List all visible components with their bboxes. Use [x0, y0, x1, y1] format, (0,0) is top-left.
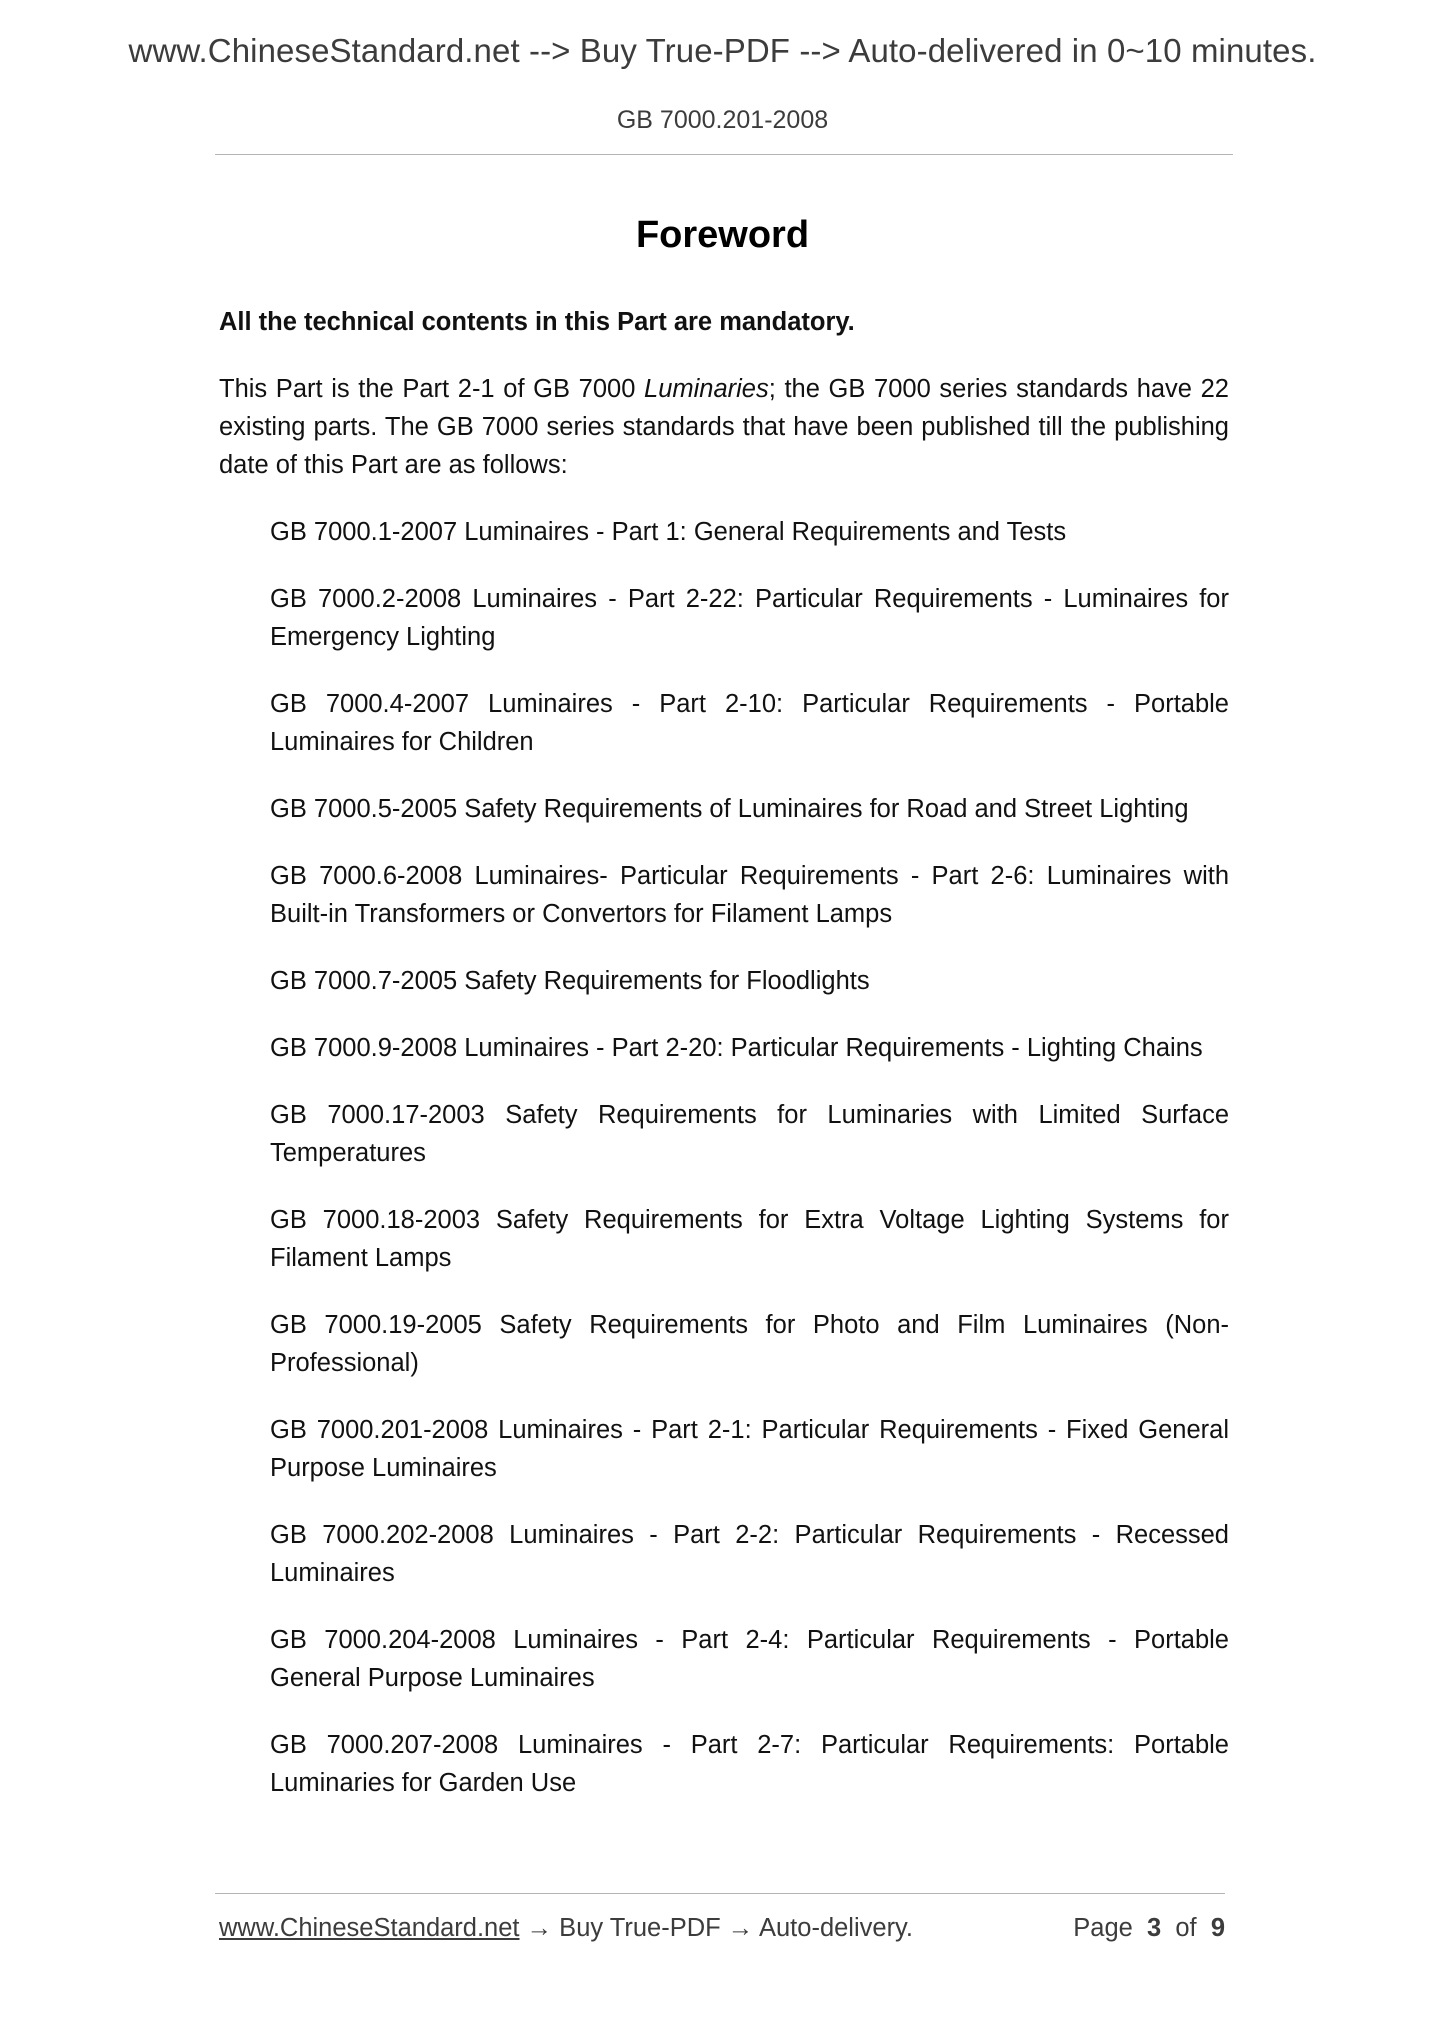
footer-divider — [215, 1893, 1225, 1894]
intro-italic-title: Luminaries — [644, 375, 769, 403]
footer-site-link[interactable]: www.ChineseStandard.net — [219, 1914, 520, 1942]
document-code: GB 7000.201-2008 — [616, 106, 829, 134]
standards-list — [219, 513, 1229, 1802]
mandatory-statement: All the technical contents in this Part are mandatory. — [219, 308, 855, 336]
footer-promo — [219, 1914, 913, 1943]
standard-item: GB 7000.4-2007 Luminaires - Part 2-10: Particular Requirements - Portable Luminaires for Children — [270, 690, 1229, 756]
page-of: of — [1175, 1914, 1197, 1942]
foreword-body — [219, 303, 1229, 1831]
standard-item: GB 7000.202-2008 Luminaires - Part 2-2: Particular Requirements - Recessed Luminaires — [270, 1521, 1229, 1587]
standard-item: GB 7000.1-2007 Luminaires - Part 1: General Requirements and Tests — [270, 518, 1067, 546]
intro-text-start: This Part is the Part 2-1 of GB 7000 — [219, 375, 645, 403]
top-banner: www.ChineseStandard.net --> Buy True-PDF --> Auto-delivered in 0~10 minutes. — [128, 32, 1317, 69]
page-current: 3 — [1147, 1914, 1162, 1942]
intro-paragraph — [219, 370, 1229, 484]
page-total: 9 — [1210, 1914, 1225, 1942]
standard-item: GB 7000.207-2008 Luminaires - Part 2-7: Particular Requirements: Portable Luminaries for Garden Use — [270, 1731, 1229, 1797]
standard-item: GB 7000.18-2003 Safety Requirements for Extra Voltage Lighting Systems for Filament Lamps — [270, 1206, 1229, 1272]
page-label: Page — [1073, 1914, 1133, 1942]
intro-text-end: ; the GB 7000 series standards have 22 existing parts. The GB 7000 series standards that have been published till the publishing date of this Part are as follows: — [219, 375, 1229, 479]
standard-item: GB 7000.19-2005 Safety Requirements for Photo and Film Luminaires (Non-Professional) — [270, 1311, 1229, 1377]
footer-promo-text: → Buy True-PDF → Auto-delivery. — [519, 1914, 913, 1942]
standard-item: GB 7000.201-2008 Luminaires - Part 2-1: Particular Requirements - Fixed General Purpose Luminaires — [270, 1416, 1229, 1482]
standard-item: GB 7000.6-2008 Luminaires- Particular Requirements - Part 2-6: Luminaires with Built-in Transformers or Convertors for Filament Lamps — [270, 862, 1229, 928]
standard-item: GB 7000.7-2005 Safety Requirements for Floodlights — [270, 967, 870, 995]
page-number — [1073, 1914, 1225, 1943]
page-title: Foreword — [635, 214, 810, 256]
standard-item: GB 7000.5-2005 Safety Requirements of Luminaires for Road and Street Lighting — [270, 795, 1189, 823]
standard-item: GB 7000.9-2008 Luminaires - Part 2-20: Particular Requirements - Lighting Chains — [270, 1034, 1203, 1062]
standard-item: GB 7000.204-2008 Luminaires - Part 2-4: Particular Requirements - Portable General Purpose Luminaires — [270, 1626, 1229, 1692]
standard-item: GB 7000.17-2003 Safety Requirements for Luminaries with Limited Surface Temperatures — [270, 1101, 1229, 1167]
standard-item: GB 7000.2-2008 Luminaires - Part 2-22: Particular Requirements - Luminaires for Emergency Lighting — [270, 585, 1229, 651]
header-divider — [215, 154, 1233, 155]
